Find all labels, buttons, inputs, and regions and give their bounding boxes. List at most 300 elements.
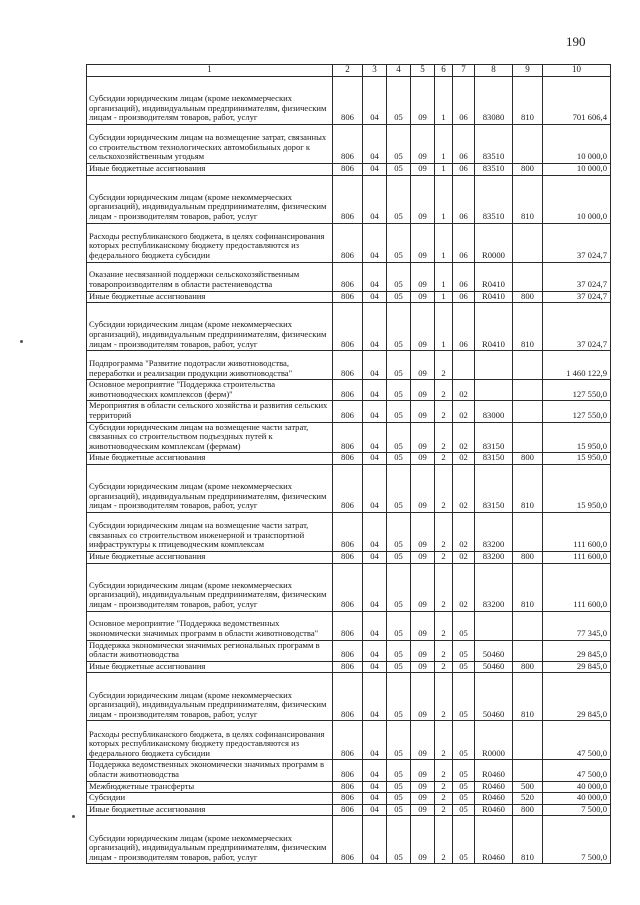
row-code: 520 bbox=[513, 793, 543, 805]
row-name: Поддержка ведомственных экономически значимых программ в области животноводства bbox=[87, 760, 333, 781]
row-name: Основное мероприятие "Поддержка строительства животноводческих комплексов (ферм)" bbox=[87, 380, 333, 401]
table-row bbox=[87, 673, 611, 721]
row-code: 806 bbox=[333, 380, 363, 401]
row-code: 05 bbox=[387, 223, 411, 262]
row-amount: 10 000,0 bbox=[543, 175, 611, 223]
row-code: 2 bbox=[435, 804, 453, 816]
row-amount: 37 024,7 bbox=[543, 262, 611, 291]
row-code: 83150 bbox=[475, 453, 513, 465]
row-code: 2 bbox=[435, 760, 453, 781]
row-code: 05 bbox=[387, 816, 411, 864]
row-code: 05 bbox=[387, 464, 411, 512]
row-amount: 127 550,0 bbox=[543, 401, 611, 422]
row-code: 05 bbox=[453, 673, 475, 721]
row-code: 09 bbox=[411, 262, 435, 291]
row-code: 83150 bbox=[475, 464, 513, 512]
row-code: 05 bbox=[387, 453, 411, 465]
row-code: 05 bbox=[453, 816, 475, 864]
row-amount: 29 845,0 bbox=[543, 661, 611, 673]
row-code: 806 bbox=[333, 781, 363, 793]
row-code: 500 bbox=[513, 781, 543, 793]
row-code: 2 bbox=[435, 422, 453, 453]
row-amount: 77 345,0 bbox=[543, 611, 611, 640]
row-name: Субсидии юридическим лицам (кроме некоммерческих организаций), индивидуальным предпринимателям, физическим лицам - производителям товаров, работ, услуг bbox=[87, 673, 333, 721]
row-code: 810 bbox=[513, 303, 543, 351]
row-code: 806 bbox=[333, 303, 363, 351]
row-code: 810 bbox=[513, 77, 543, 125]
page-number: 190 bbox=[566, 34, 586, 49]
row-code: 05 bbox=[387, 175, 411, 223]
row-code: 806 bbox=[333, 804, 363, 816]
row-code bbox=[513, 401, 543, 422]
row-code: 806 bbox=[333, 793, 363, 805]
row-code: 05 bbox=[387, 760, 411, 781]
row-name: Расходы республиканского бюджета, в целях софинансирования которых республиканскому бюджету предоставляются из федерального бюджета субсидии bbox=[87, 721, 333, 760]
row-code: 09 bbox=[411, 640, 435, 661]
row-code: 05 bbox=[387, 793, 411, 805]
row-name: Субсидии юридическим лицам на возмещение части затрат, связанных со строительством подъездных путей к животноводческим комплексам (фермам) bbox=[87, 422, 333, 453]
row-code: 83510 bbox=[475, 175, 513, 223]
table-row bbox=[87, 422, 611, 453]
row-code: 2 bbox=[435, 721, 453, 760]
row-code: 05 bbox=[387, 551, 411, 563]
row-code: 806 bbox=[333, 673, 363, 721]
table-row bbox=[87, 401, 611, 422]
row-code: 83200 bbox=[475, 512, 513, 551]
table-row bbox=[87, 303, 611, 351]
row-code: 06 bbox=[453, 164, 475, 176]
row-code: 2 bbox=[435, 563, 453, 611]
row-code: 806 bbox=[333, 551, 363, 563]
row-amount: 37 024,7 bbox=[543, 291, 611, 303]
row-amount: 127 550,0 bbox=[543, 380, 611, 401]
row-code: 806 bbox=[333, 422, 363, 453]
row-name: Подпрограмма "Развитие подотрасли животноводства, переработки и реализации продукции животноводства" bbox=[87, 351, 333, 380]
row-code: 09 bbox=[411, 401, 435, 422]
row-code: 806 bbox=[333, 661, 363, 673]
row-code: 2 bbox=[435, 640, 453, 661]
row-code: 04 bbox=[363, 563, 387, 611]
row-code: 09 bbox=[411, 464, 435, 512]
row-name: Субсидии bbox=[87, 793, 333, 805]
row-code bbox=[475, 351, 513, 380]
row-code: 09 bbox=[411, 291, 435, 303]
row-code: 02 bbox=[453, 422, 475, 453]
row-code: 09 bbox=[411, 816, 435, 864]
header-cell: 7 bbox=[453, 65, 475, 77]
row-code bbox=[513, 380, 543, 401]
header-cell: 9 bbox=[513, 65, 543, 77]
row-code: 2 bbox=[435, 673, 453, 721]
row-name: Иные бюджетные ассигнования bbox=[87, 164, 333, 176]
row-code: 09 bbox=[411, 380, 435, 401]
header-cell: 3 bbox=[363, 65, 387, 77]
row-code: 05 bbox=[387, 401, 411, 422]
table-row bbox=[87, 175, 611, 223]
row-code: R0460 bbox=[475, 793, 513, 805]
row-code: 04 bbox=[363, 401, 387, 422]
row-code: 806 bbox=[333, 640, 363, 661]
row-code: 04 bbox=[363, 77, 387, 125]
row-code: R0460 bbox=[475, 781, 513, 793]
row-code: 2 bbox=[435, 661, 453, 673]
row-code: 09 bbox=[411, 793, 435, 805]
row-code: 05 bbox=[387, 563, 411, 611]
row-code: 09 bbox=[411, 611, 435, 640]
row-amount: 111 600,0 bbox=[543, 563, 611, 611]
row-code: 09 bbox=[411, 563, 435, 611]
row-name: Основное мероприятие "Поддержка ведомственных экономически значимых программ в области животноводства" bbox=[87, 611, 333, 640]
row-code: 05 bbox=[387, 291, 411, 303]
row-code: 09 bbox=[411, 125, 435, 164]
row-code: 806 bbox=[333, 453, 363, 465]
row-code: 2 bbox=[435, 351, 453, 380]
row-code: R0410 bbox=[475, 303, 513, 351]
row-code: 50460 bbox=[475, 640, 513, 661]
row-name: Субсидии юридическим лицам на возмещение части затрат, связанных со строительством инженерной и транспортной инфраструктуры к птицеводческим комплексам bbox=[87, 512, 333, 551]
row-code: 04 bbox=[363, 262, 387, 291]
row-code: 05 bbox=[387, 164, 411, 176]
row-code: 806 bbox=[333, 512, 363, 551]
row-code: 05 bbox=[387, 380, 411, 401]
row-name: Субсидии юридическим лицам (кроме некоммерческих организаций), индивидуальным предпринимателям, физическим лицам - производителям товаров, работ, услуг bbox=[87, 464, 333, 512]
row-name: Поддержка экономически значимых региональных программ в области животноводства bbox=[87, 640, 333, 661]
row-amount: 10 000,0 bbox=[543, 164, 611, 176]
row-code: 1 bbox=[435, 303, 453, 351]
table-row bbox=[87, 563, 611, 611]
row-code: 806 bbox=[333, 291, 363, 303]
row-code: 06 bbox=[453, 175, 475, 223]
row-code: 810 bbox=[513, 673, 543, 721]
row-code bbox=[513, 512, 543, 551]
row-code: 05 bbox=[453, 781, 475, 793]
row-code bbox=[513, 351, 543, 380]
row-code bbox=[513, 125, 543, 164]
row-amount: 111 600,0 bbox=[543, 551, 611, 563]
row-name: Субсидии юридическим лицам на возмещение затрат, связанных со строительством технологических автомобильных дорог к сельскохозяйственным угодьям bbox=[87, 125, 333, 164]
row-code bbox=[453, 351, 475, 380]
row-code: 04 bbox=[363, 721, 387, 760]
row-amount: 40 000,0 bbox=[543, 781, 611, 793]
row-code: 05 bbox=[387, 422, 411, 453]
table-row bbox=[87, 453, 611, 465]
row-code: 04 bbox=[363, 804, 387, 816]
row-code: 1 bbox=[435, 164, 453, 176]
row-code: 2 bbox=[435, 380, 453, 401]
row-code: 04 bbox=[363, 125, 387, 164]
row-code: 04 bbox=[363, 640, 387, 661]
row-code: 806 bbox=[333, 223, 363, 262]
row-name: Иные бюджетные ассигнования bbox=[87, 661, 333, 673]
row-code: 83080 bbox=[475, 77, 513, 125]
row-code: 09 bbox=[411, 673, 435, 721]
row-code: 05 bbox=[387, 77, 411, 125]
budget-table bbox=[86, 64, 611, 864]
row-code: R0410 bbox=[475, 291, 513, 303]
row-code: 806 bbox=[333, 816, 363, 864]
header-cell: 1 bbox=[87, 65, 333, 77]
table-row bbox=[87, 464, 611, 512]
row-code: 02 bbox=[453, 453, 475, 465]
row-name: Иные бюджетные ассигнования bbox=[87, 804, 333, 816]
row-amount: 7 500,0 bbox=[543, 804, 611, 816]
row-code: 05 bbox=[387, 804, 411, 816]
row-code: 806 bbox=[333, 464, 363, 512]
row-code: 05 bbox=[453, 640, 475, 661]
row-code: 2 bbox=[435, 611, 453, 640]
row-name: Мероприятия в области сельского хозяйства и развития сельских территорий bbox=[87, 401, 333, 422]
row-code: 05 bbox=[387, 125, 411, 164]
row-code: 09 bbox=[411, 760, 435, 781]
row-code: 806 bbox=[333, 77, 363, 125]
row-code: 06 bbox=[453, 77, 475, 125]
row-amount: 15 950,0 bbox=[543, 464, 611, 512]
row-code: 05 bbox=[453, 793, 475, 805]
row-name: Субсидии юридическим лицам (кроме некоммерческих организаций), индивидуальным предпринимателям, физическим лицам - производителям товаров, работ, услуг bbox=[87, 563, 333, 611]
row-code: 04 bbox=[363, 512, 387, 551]
row-code bbox=[513, 422, 543, 453]
table-row bbox=[87, 816, 611, 864]
row-code: 800 bbox=[513, 164, 543, 176]
row-code: 2 bbox=[435, 781, 453, 793]
row-code: 2 bbox=[435, 816, 453, 864]
table-row bbox=[87, 611, 611, 640]
row-code: 02 bbox=[453, 551, 475, 563]
row-code: 02 bbox=[453, 464, 475, 512]
header-cell: 8 bbox=[475, 65, 513, 77]
row-code: 05 bbox=[387, 721, 411, 760]
row-code: R0460 bbox=[475, 760, 513, 781]
row-code: 04 bbox=[363, 223, 387, 262]
row-code: 02 bbox=[453, 512, 475, 551]
row-code: 83510 bbox=[475, 164, 513, 176]
row-name: Субсидии юридическим лицам (кроме некоммерческих организаций), индивидуальным предпринимателям, физическим лицам - производителям товаров, работ, услуг bbox=[87, 175, 333, 223]
row-amount: 29 845,0 bbox=[543, 640, 611, 661]
row-code: 04 bbox=[363, 164, 387, 176]
row-code: R0460 bbox=[475, 804, 513, 816]
row-amount: 1 460 122,9 bbox=[543, 351, 611, 380]
table-row bbox=[87, 804, 611, 816]
row-code: R0000 bbox=[475, 721, 513, 760]
row-code: 04 bbox=[363, 661, 387, 673]
row-code: 05 bbox=[453, 611, 475, 640]
row-code: 50460 bbox=[475, 661, 513, 673]
row-code: 04 bbox=[363, 422, 387, 453]
row-code: 806 bbox=[333, 721, 363, 760]
table-row bbox=[87, 781, 611, 793]
row-code: 806 bbox=[333, 760, 363, 781]
row-amount: 37 024,7 bbox=[543, 303, 611, 351]
row-code: 04 bbox=[363, 175, 387, 223]
row-amount: 47 500,0 bbox=[543, 760, 611, 781]
header-cell: 4 bbox=[387, 65, 411, 77]
row-code bbox=[513, 721, 543, 760]
row-code: 800 bbox=[513, 804, 543, 816]
row-code: 1 bbox=[435, 77, 453, 125]
row-code: 09 bbox=[411, 781, 435, 793]
row-code: 2 bbox=[435, 512, 453, 551]
row-code: 2 bbox=[435, 401, 453, 422]
row-code: R0460 bbox=[475, 816, 513, 864]
row-name: Иные бюджетные ассигнования bbox=[87, 453, 333, 465]
row-code: 2 bbox=[435, 453, 453, 465]
row-code: 05 bbox=[387, 303, 411, 351]
row-code: 806 bbox=[333, 351, 363, 380]
row-code: 06 bbox=[453, 291, 475, 303]
row-amount: 111 600,0 bbox=[543, 512, 611, 551]
row-amount: 29 845,0 bbox=[543, 673, 611, 721]
row-code: 83000 bbox=[475, 401, 513, 422]
table-row bbox=[87, 77, 611, 125]
row-code bbox=[513, 223, 543, 262]
row-code: 04 bbox=[363, 551, 387, 563]
table-row bbox=[87, 760, 611, 781]
row-code: 02 bbox=[453, 563, 475, 611]
row-code: 09 bbox=[411, 223, 435, 262]
row-code: 806 bbox=[333, 262, 363, 291]
row-code: 09 bbox=[411, 303, 435, 351]
row-code: 810 bbox=[513, 563, 543, 611]
header-cell: 6 bbox=[435, 65, 453, 77]
row-code: 04 bbox=[363, 793, 387, 805]
row-code: 04 bbox=[363, 464, 387, 512]
row-name: Расходы республиканского бюджета, в целях софинансирования которых республиканскому бюджету предоставляются из федерального бюджета субсидии bbox=[87, 223, 333, 262]
row-code: 05 bbox=[387, 781, 411, 793]
row-amount: 47 500,0 bbox=[543, 721, 611, 760]
row-code: 2 bbox=[435, 551, 453, 563]
row-code: 83200 bbox=[475, 551, 513, 563]
table-row bbox=[87, 640, 611, 661]
row-code: 806 bbox=[333, 563, 363, 611]
row-code: 05 bbox=[453, 721, 475, 760]
row-code bbox=[475, 380, 513, 401]
row-code: 09 bbox=[411, 661, 435, 673]
row-code: 83510 bbox=[475, 125, 513, 164]
row-code: 05 bbox=[453, 661, 475, 673]
header-cell: 2 bbox=[333, 65, 363, 77]
table-row bbox=[87, 380, 611, 401]
row-code: 09 bbox=[411, 512, 435, 551]
row-code: 806 bbox=[333, 125, 363, 164]
row-code: 05 bbox=[387, 640, 411, 661]
row-amount: 15 950,0 bbox=[543, 422, 611, 453]
row-name: Оказание несвязанной поддержки сельскохозяйственным товаропроизводителям в области растениеводства bbox=[87, 262, 333, 291]
row-code: 1 bbox=[435, 125, 453, 164]
row-code: 2 bbox=[435, 793, 453, 805]
table-row bbox=[87, 125, 611, 164]
row-code: 04 bbox=[363, 673, 387, 721]
row-code: 05 bbox=[387, 673, 411, 721]
row-name: Межбюджетные трансферты bbox=[87, 781, 333, 793]
row-name: Иные бюджетные ассигнования bbox=[87, 291, 333, 303]
row-code: 05 bbox=[387, 262, 411, 291]
row-code: 05 bbox=[453, 760, 475, 781]
table-row bbox=[87, 351, 611, 380]
row-code: 800 bbox=[513, 551, 543, 563]
header-cell: 10 bbox=[543, 65, 611, 77]
row-code: 05 bbox=[387, 661, 411, 673]
row-code: 02 bbox=[453, 380, 475, 401]
row-code: 09 bbox=[411, 422, 435, 453]
row-name: Иные бюджетные ассигнования bbox=[87, 551, 333, 563]
table-row bbox=[87, 721, 611, 760]
row-code: 2 bbox=[435, 464, 453, 512]
row-code: 04 bbox=[363, 760, 387, 781]
table-row bbox=[87, 262, 611, 291]
row-code: 05 bbox=[387, 351, 411, 380]
row-code: 06 bbox=[453, 223, 475, 262]
row-code: 806 bbox=[333, 401, 363, 422]
row-code: 06 bbox=[453, 303, 475, 351]
table-row bbox=[87, 291, 611, 303]
table-row bbox=[87, 551, 611, 563]
row-code bbox=[513, 760, 543, 781]
row-code: 800 bbox=[513, 291, 543, 303]
row-code: 1 bbox=[435, 291, 453, 303]
row-code: 09 bbox=[411, 551, 435, 563]
row-amount: 40 000,0 bbox=[543, 793, 611, 805]
row-code: 04 bbox=[363, 351, 387, 380]
scan-speck bbox=[72, 815, 75, 818]
row-amount: 10 000,0 bbox=[543, 125, 611, 164]
row-code: 83200 bbox=[475, 563, 513, 611]
row-code bbox=[513, 640, 543, 661]
row-amount: 7 500,0 bbox=[543, 816, 611, 864]
row-code: 83150 bbox=[475, 422, 513, 453]
row-code: 800 bbox=[513, 453, 543, 465]
row-code: 02 bbox=[453, 401, 475, 422]
row-code: 806 bbox=[333, 611, 363, 640]
row-code: 09 bbox=[411, 77, 435, 125]
row-amount: 37 024,7 bbox=[543, 223, 611, 262]
table-row bbox=[87, 164, 611, 176]
row-code: 09 bbox=[411, 721, 435, 760]
row-code: 05 bbox=[453, 804, 475, 816]
row-code: 810 bbox=[513, 816, 543, 864]
row-code: 06 bbox=[453, 262, 475, 291]
row-code: 09 bbox=[411, 351, 435, 380]
row-code: 09 bbox=[411, 453, 435, 465]
table-header-row bbox=[87, 65, 611, 77]
row-code: 06 bbox=[453, 125, 475, 164]
row-code: 09 bbox=[411, 804, 435, 816]
row-code: 1 bbox=[435, 175, 453, 223]
row-code: 09 bbox=[411, 175, 435, 223]
row-name: Субсидии юридическим лицам (кроме некоммерческих организаций), индивидуальным предпринимателям, физическим лицам - производителям товаров, работ, услуг bbox=[87, 303, 333, 351]
row-code: 1 bbox=[435, 262, 453, 291]
scan-speck bbox=[20, 340, 23, 343]
row-code: 50460 bbox=[475, 673, 513, 721]
row-code bbox=[475, 611, 513, 640]
row-code: 04 bbox=[363, 781, 387, 793]
row-amount: 701 606,4 bbox=[543, 77, 611, 125]
row-code: 806 bbox=[333, 164, 363, 176]
row-name: Субсидии юридическим лицам (кроме некоммерческих организаций), индивидуальным предпринимателям, физическим лицам - производителям товаров, работ, услуг bbox=[87, 816, 333, 864]
row-code: 04 bbox=[363, 303, 387, 351]
row-code: 05 bbox=[387, 611, 411, 640]
table-row bbox=[87, 661, 611, 673]
table-row bbox=[87, 223, 611, 262]
row-name: Субсидии юридическим лицам (кроме некоммерческих организаций), индивидуальным предпринимателям, физическим лицам - производителям товаров, работ, услуг bbox=[87, 77, 333, 125]
row-code: 04 bbox=[363, 611, 387, 640]
row-code: 810 bbox=[513, 175, 543, 223]
row-code bbox=[513, 262, 543, 291]
row-code: 806 bbox=[333, 175, 363, 223]
table-row bbox=[87, 793, 611, 805]
row-code: 04 bbox=[363, 380, 387, 401]
row-code: R0000 bbox=[475, 223, 513, 262]
row-amount: 15 950,0 bbox=[543, 453, 611, 465]
